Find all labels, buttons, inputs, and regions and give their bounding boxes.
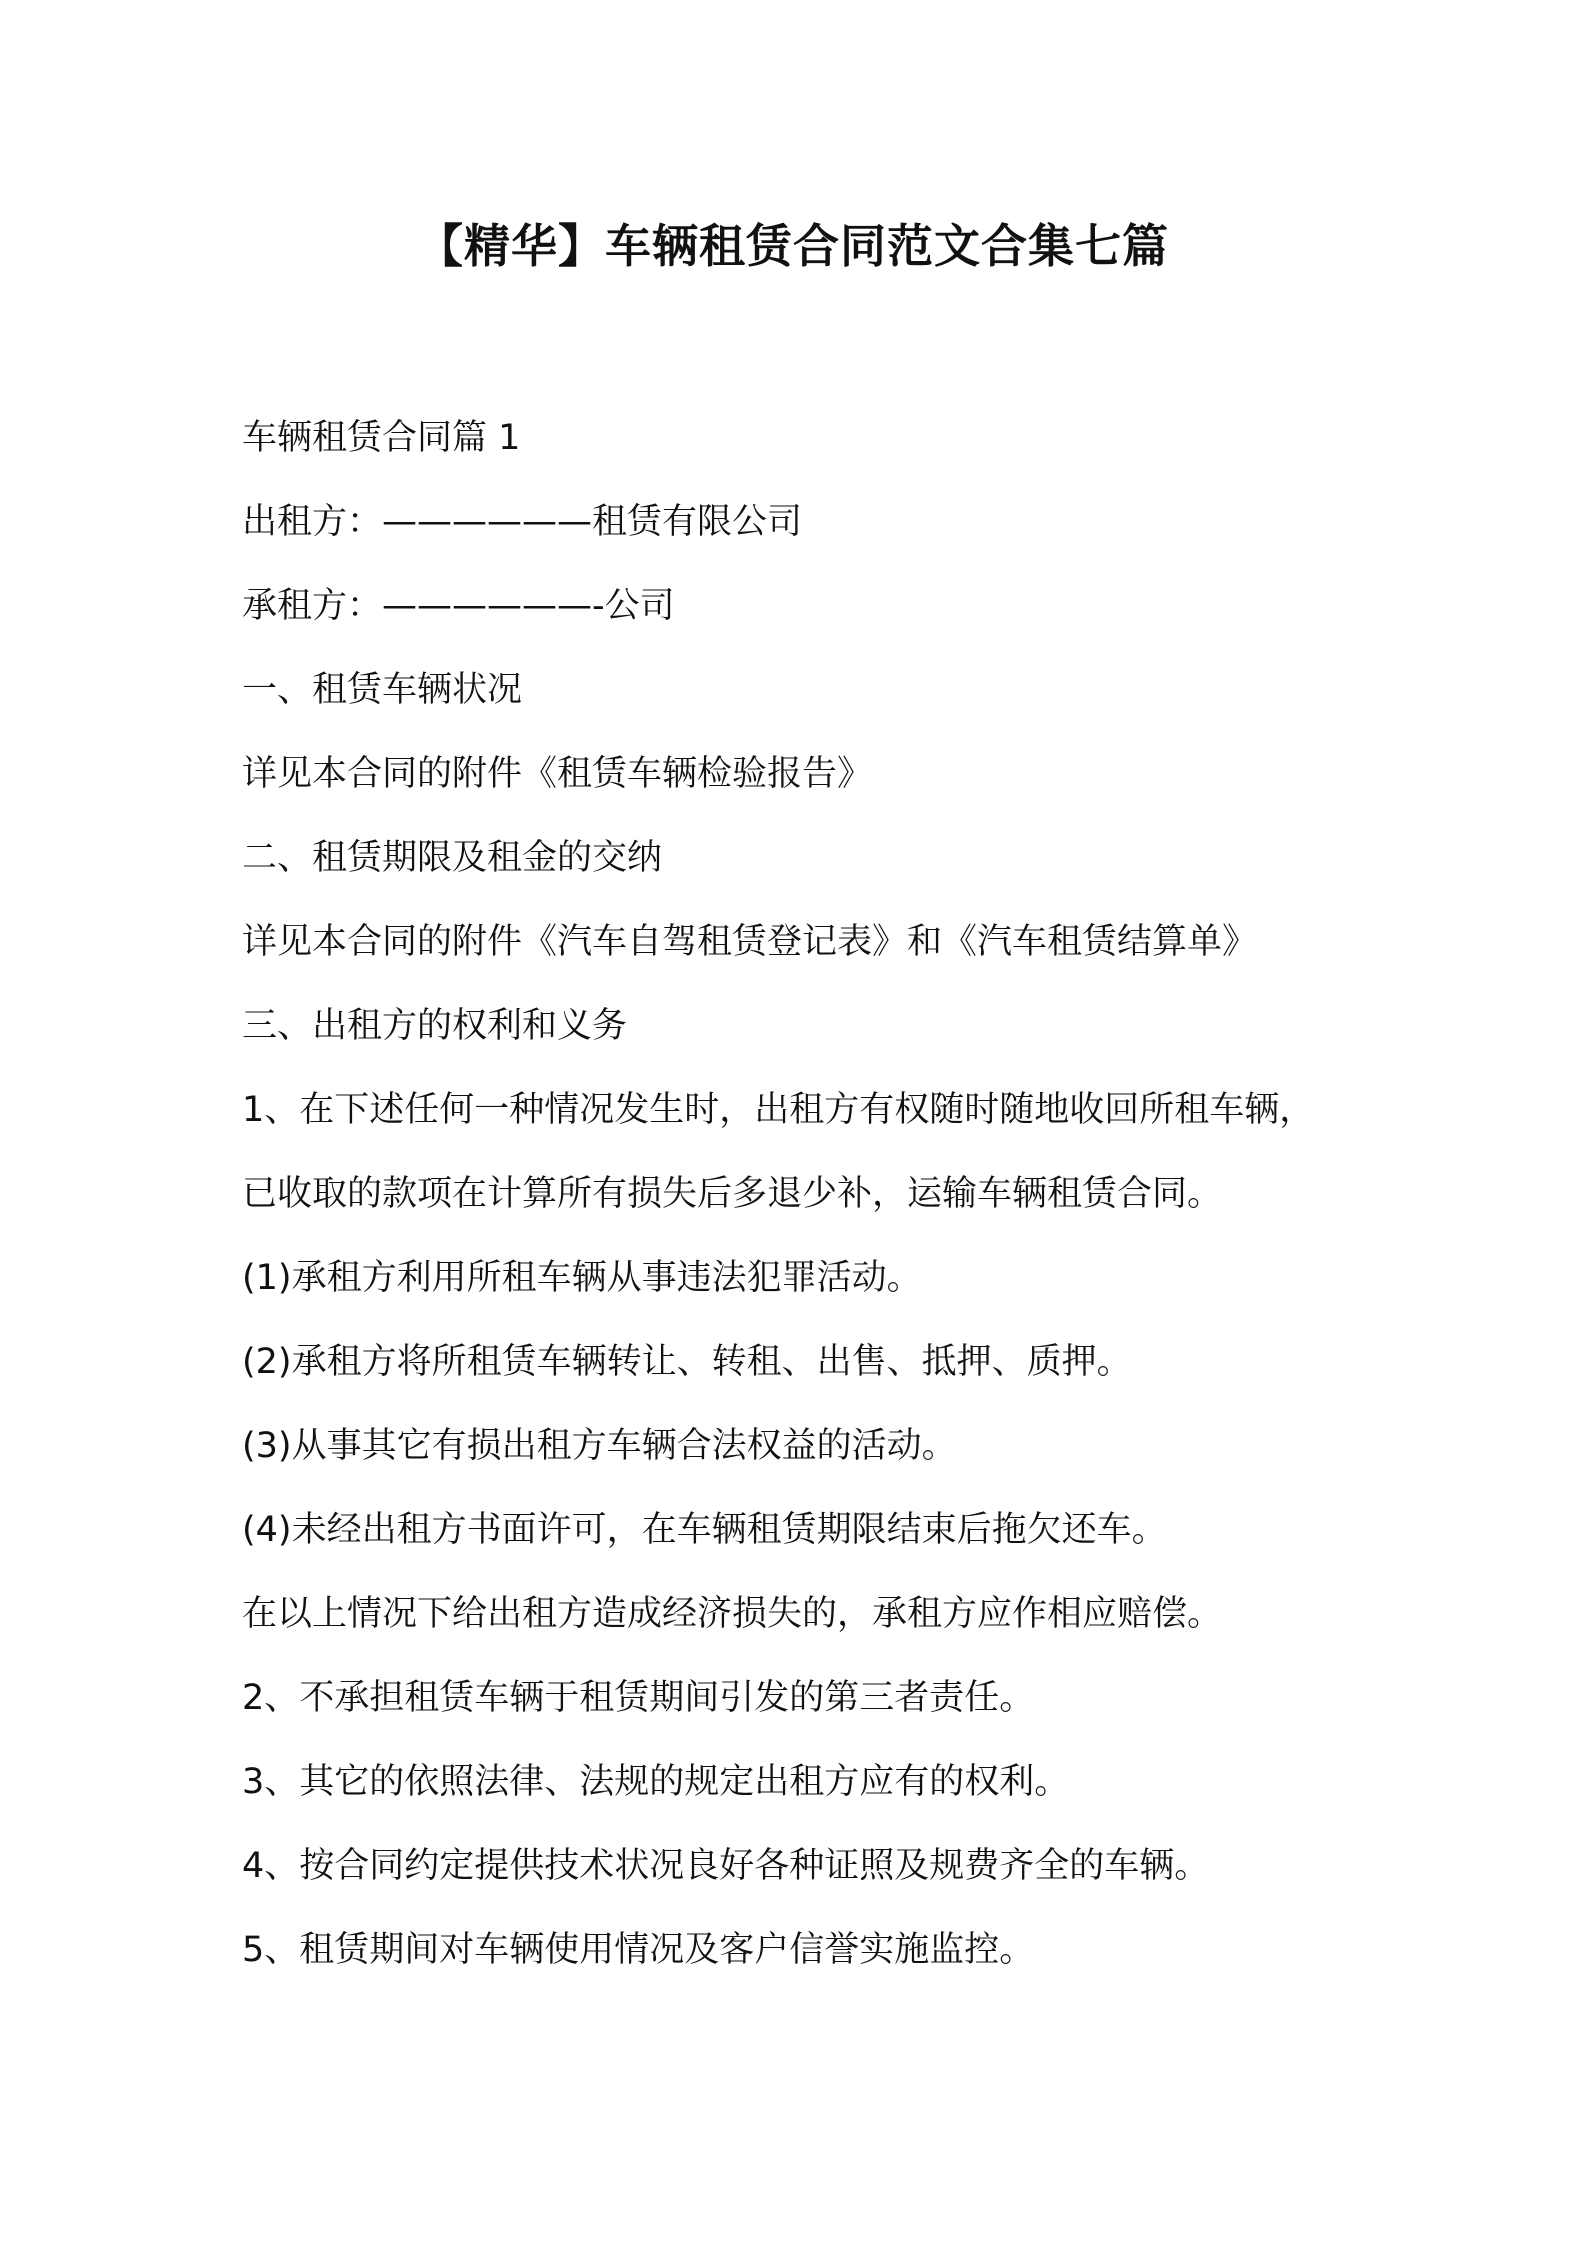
clause-3: 3、其它的依照法律、法规的规定出租方应有的权利。 [242,1762,1070,1802]
lessee-line: 承租方：——————-公司 [242,586,675,626]
heading-vehicle-status: 一、租赁车辆状况 [242,670,523,710]
clause-4: 4、按合同约定提供技术状况良好各种证照及规费齐全的车辆。 [242,1846,1210,1886]
clause-1-item-1: (1)承租方利用所租车辆从事违法犯罪活动。 [242,1258,922,1298]
document-title: 【精华】车辆租赁合同范文合集七篇 [417,219,1169,273]
clause-2: 2、不承担租赁车辆于租赁期间引发的第三者责任。 [242,1678,1035,1718]
lessor-line: 出租方：——————租赁有限公司 [242,502,803,542]
clause-5: 5、租赁期间对车辆使用情况及客户信誉实施监控。 [242,1930,1035,1970]
document-body [242,406,1382,2002]
clause-1-item-4: (4)未经出租方书面许可，在车辆租赁期限结束后拖欠还车。 [242,1510,1167,1550]
clause-1-item-2: (2)承租方将所租赁车辆转让、转租、出售、抵押、质押。 [242,1342,1132,1382]
paragraph-registration-settlement: 详见本合同的附件《汽车自驾租赁登记表》和《汽车租赁结算单》 [242,922,1258,962]
clause-1-line-2: 已收取的款项在计算所有损失后多退少补，运输车辆租赁合同。 [242,1174,1223,1214]
clause-1-compensation: 在以上情况下给出租方造成经济损失的，承租方应作相应赔偿。 [242,1594,1223,1634]
paragraph-inspection-report: 详见本合同的附件《租赁车辆检验报告》 [242,754,873,794]
heading-term-and-rent: 二、租赁期限及租金的交纳 [242,838,663,878]
clause-1-line-1: 1、在下述任何一种情况发生时，出租方有权随时随地收回所租车辆， [242,1090,1315,1130]
heading-lessor-rights: 三、出租方的权利和义务 [242,1006,628,1046]
clause-1-item-3: (3)从事其它有损出租方车辆合法权益的活动。 [242,1426,957,1466]
section-heading-contract-1: 车辆租赁合同篇 1 [242,418,521,458]
